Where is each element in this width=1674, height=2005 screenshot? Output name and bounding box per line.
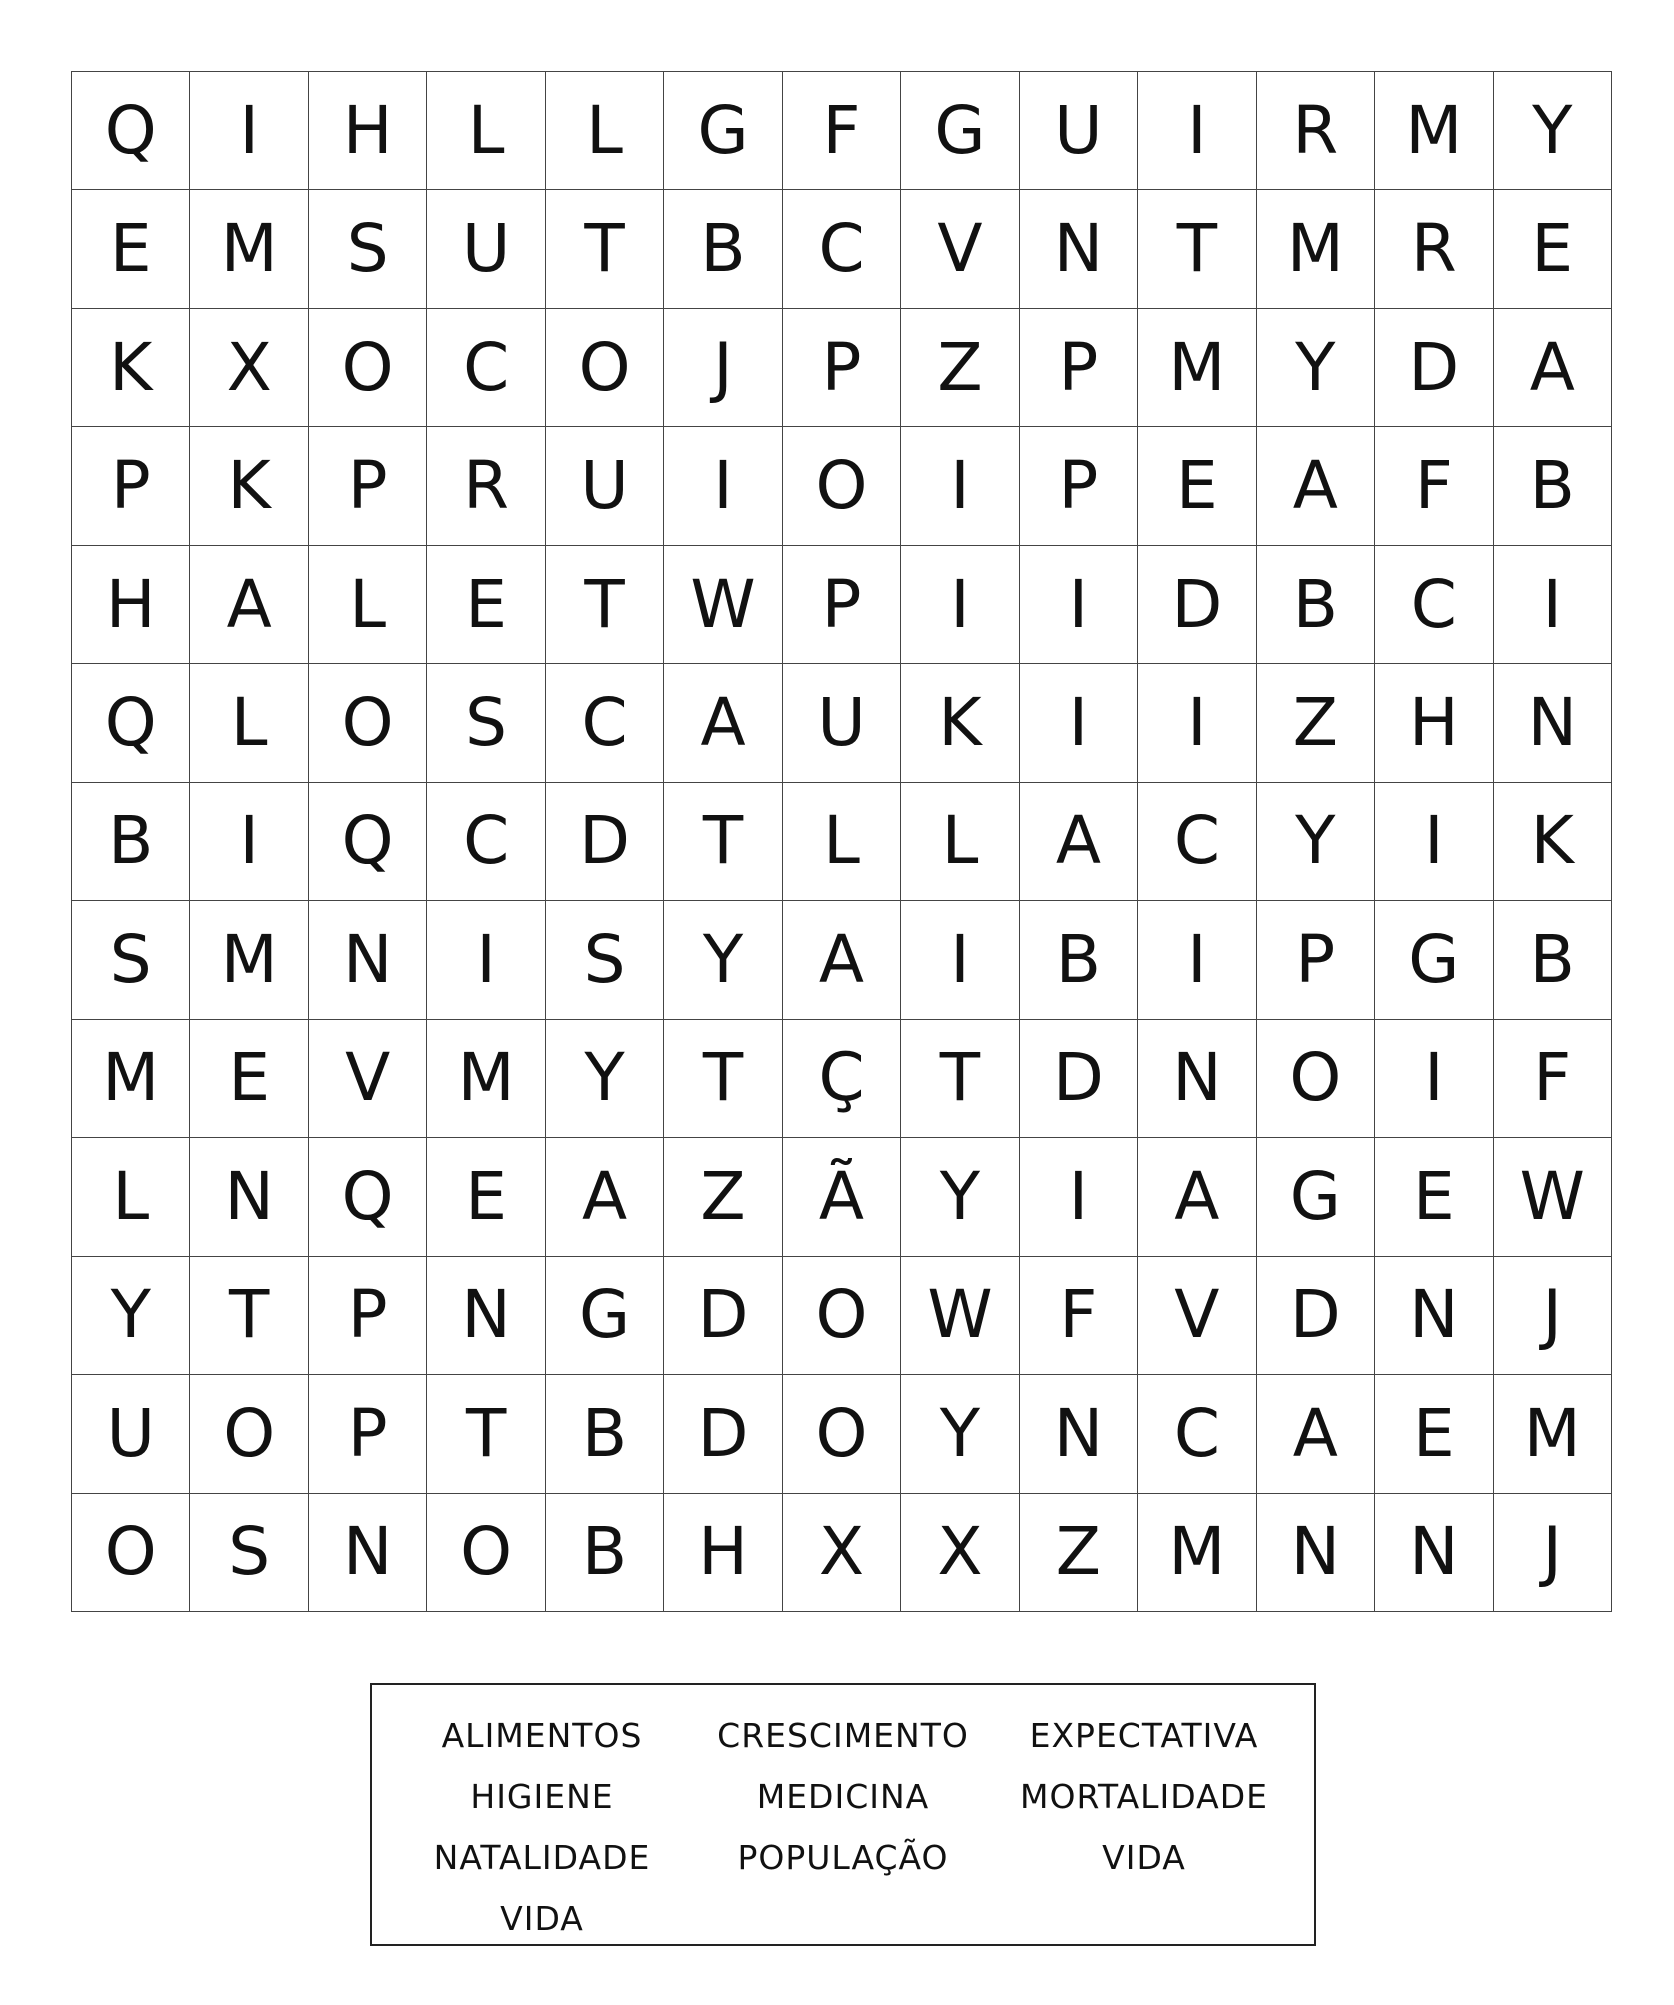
grid-cell[interactable]: Y (546, 1020, 664, 1138)
grid-cell[interactable]: D (1020, 1020, 1138, 1138)
grid-cell[interactable]: P (309, 1257, 427, 1375)
grid-cell[interactable]: I (901, 546, 1019, 664)
grid-cell[interactable]: I (901, 427, 1019, 545)
grid-cell[interactable]: I (1375, 1020, 1493, 1138)
grid-cell[interactable]: M (190, 901, 308, 1019)
grid-cell[interactable]: F (1375, 427, 1493, 545)
grid-cell[interactable]: G (901, 72, 1019, 190)
grid-cell[interactable]: Q (72, 664, 190, 782)
grid-cell[interactable]: B (546, 1375, 664, 1493)
grid-cell[interactable]: C (783, 190, 901, 308)
grid-cell[interactable]: S (72, 901, 190, 1019)
grid-cell[interactable]: G (664, 72, 782, 190)
grid-cell[interactable]: X (783, 1494, 901, 1612)
grid-cell[interactable]: P (1020, 309, 1138, 427)
grid-cell[interactable]: W (664, 546, 782, 664)
grid-cell[interactable]: T (1138, 190, 1256, 308)
grid-cell[interactable]: N (1020, 1375, 1138, 1493)
grid-cell[interactable]: C (427, 783, 545, 901)
grid-cell[interactable]: P (309, 427, 427, 545)
word-list-box (370, 1683, 1316, 1946)
grid-cell[interactable]: W (901, 1257, 1019, 1375)
grid-cell[interactable]: C (1375, 546, 1493, 664)
grid-cell[interactable]: B (546, 1494, 664, 1612)
grid-cell[interactable]: A (1020, 783, 1138, 901)
grid-cell[interactable]: A (546, 1138, 664, 1256)
grid-cell[interactable]: D (1375, 309, 1493, 427)
grid-cell[interactable]: P (783, 309, 901, 427)
grid-cell[interactable]: J (664, 309, 782, 427)
grid-cell[interactable]: S (427, 664, 545, 782)
grid-cell[interactable]: A (783, 901, 901, 1019)
grid-cell[interactable]: K (901, 664, 1019, 782)
grid-cell[interactable]: I (427, 901, 545, 1019)
grid-cell[interactable]: M (1257, 190, 1375, 308)
grid-cell[interactable]: T (664, 783, 782, 901)
grid-cell[interactable]: P (1257, 901, 1375, 1019)
grid-cell[interactable]: K (72, 309, 190, 427)
grid-cell[interactable]: I (1138, 664, 1256, 782)
grid-cell[interactable]: G (546, 1257, 664, 1375)
grid-cell[interactable]: H (1375, 664, 1493, 782)
grid-cell[interactable]: N (1494, 664, 1612, 782)
grid-cell[interactable]: M (1494, 1375, 1612, 1493)
word-list-item: MORTALIDADE (1020, 1777, 1268, 1816)
grid-cell[interactable]: N (1138, 1020, 1256, 1138)
grid-cell[interactable]: S (309, 190, 427, 308)
grid-cell[interactable]: E (427, 546, 545, 664)
grid-cell[interactable]: T (427, 1375, 545, 1493)
grid-cell[interactable]: A (664, 664, 782, 782)
grid-cell[interactable]: A (1494, 309, 1612, 427)
grid-cell[interactable]: U (427, 190, 545, 308)
grid-cell[interactable]: V (309, 1020, 427, 1138)
grid-cell[interactable]: Z (664, 1138, 782, 1256)
grid-cell[interactable]: M (1138, 1494, 1256, 1612)
grid-cell[interactable]: N (309, 1494, 427, 1612)
grid-cell[interactable]: I (1138, 901, 1256, 1019)
grid-cell[interactable]: P (783, 546, 901, 664)
grid-cell[interactable]: Y (664, 901, 782, 1019)
grid-cell[interactable]: L (309, 546, 427, 664)
word-list-item: VIDA (500, 1899, 584, 1938)
grid-cell[interactable]: L (190, 664, 308, 782)
grid-cell[interactable]: I (664, 427, 782, 545)
grid-cell[interactable]: L (546, 72, 664, 190)
grid-cell[interactable]: A (190, 546, 308, 664)
grid-cell[interactable]: B (72, 783, 190, 901)
grid-cell[interactable]: U (546, 427, 664, 545)
grid-cell[interactable]: R (427, 427, 545, 545)
grid-cell[interactable]: A (1257, 1375, 1375, 1493)
grid-cell[interactable]: K (190, 427, 308, 545)
grid-cell[interactable]: O (783, 1375, 901, 1493)
word-list-column (402, 1705, 682, 1944)
grid-cell[interactable]: V (901, 190, 1019, 308)
grid-cell[interactable]: O (1257, 1020, 1375, 1138)
grid-cell[interactable]: B (664, 190, 782, 308)
grid-cell[interactable]: M (427, 1020, 545, 1138)
grid-cell[interactable]: V (1138, 1257, 1256, 1375)
grid-cell[interactable]: Y (1494, 72, 1612, 190)
grid-cell[interactable]: D (546, 783, 664, 901)
grid-cell[interactable]: C (546, 664, 664, 782)
grid-cell[interactable]: T (901, 1020, 1019, 1138)
grid-cell[interactable]: Y (1257, 309, 1375, 427)
grid-cell[interactable]: F (1494, 1020, 1612, 1138)
grid-cell[interactable]: N (1375, 1257, 1493, 1375)
grid-cell[interactable]: I (1375, 783, 1493, 901)
word-list-item: ALIMENTOS (441, 1716, 643, 1755)
word-list-item: MEDICINA (756, 1777, 930, 1816)
grid-cell[interactable]: E (1375, 1138, 1493, 1256)
grid-cell[interactable]: K (1494, 783, 1612, 901)
grid-cell[interactable]: N (1375, 1494, 1493, 1612)
grid-cell[interactable]: N (190, 1138, 308, 1256)
grid-cell[interactable]: O (546, 309, 664, 427)
grid-cell[interactable]: C (427, 309, 545, 427)
grid-cell[interactable]: L (783, 783, 901, 901)
grid-cell[interactable]: S (546, 901, 664, 1019)
grid-cell[interactable]: X (190, 309, 308, 427)
grid-cell[interactable]: I (190, 783, 308, 901)
grid-cell[interactable]: Z (1020, 1494, 1138, 1612)
grid-cell[interactable]: A (1138, 1138, 1256, 1256)
grid-cell[interactable]: Y (72, 1257, 190, 1375)
grid-cell[interactable]: I (1020, 546, 1138, 664)
grid-cell[interactable]: T (190, 1257, 308, 1375)
word-search-grid (71, 71, 1612, 1612)
word-list-item: HIGIENE (470, 1777, 614, 1816)
grid-cell[interactable]: J (1494, 1494, 1612, 1612)
grid-cell[interactable]: F (783, 72, 901, 190)
grid-cell[interactable]: Ç (783, 1020, 901, 1138)
grid-cell[interactable]: C (1138, 1375, 1256, 1493)
grid-cell[interactable]: R (1375, 190, 1493, 308)
grid-cell[interactable]: I (901, 901, 1019, 1019)
grid-cell[interactable]: P (1020, 427, 1138, 545)
grid-cell[interactable]: O (190, 1375, 308, 1493)
grid-cell[interactable]: B (1494, 427, 1612, 545)
grid-cell[interactable]: O (427, 1494, 545, 1612)
grid-cell[interactable]: I (1020, 664, 1138, 782)
grid-cell[interactable]: T (664, 1020, 782, 1138)
grid-cell[interactable]: M (72, 1020, 190, 1138)
grid-cell[interactable]: R (1257, 72, 1375, 190)
grid-cell[interactable]: O (783, 427, 901, 545)
grid-cell[interactable]: E (1138, 427, 1256, 545)
grid-cell[interactable]: M (190, 190, 308, 308)
grid-cell[interactable]: N (1020, 190, 1138, 308)
grid-cell[interactable]: L (901, 783, 1019, 901)
grid-cell[interactable]: C (1138, 783, 1256, 901)
word-list-item: POPULAÇÃO (737, 1838, 949, 1877)
grid-cell[interactable]: U (783, 664, 901, 782)
word-list-item: EXPECTATIVA (1029, 1716, 1259, 1755)
grid-cell[interactable]: O (309, 309, 427, 427)
grid-cell[interactable]: T (546, 190, 664, 308)
grid-cell[interactable]: E (1494, 190, 1612, 308)
grid-cell[interactable]: G (1375, 901, 1493, 1019)
grid-cell[interactable]: Q (72, 72, 190, 190)
grid-cell[interactable]: A (1257, 427, 1375, 545)
grid-cell[interactable]: I (190, 72, 308, 190)
word-list-item: CRESCIMENTO (717, 1716, 969, 1755)
grid-cell[interactable]: N (1257, 1494, 1375, 1612)
grid-cell[interactable]: Y (901, 1138, 1019, 1256)
grid-cell[interactable]: H (72, 546, 190, 664)
grid-cell[interactable]: B (1494, 901, 1612, 1019)
grid-cell[interactable]: D (664, 1257, 782, 1375)
grid-cell[interactable]: U (72, 1375, 190, 1493)
grid-cell[interactable]: I (1020, 1138, 1138, 1256)
word-list-item: VIDA (1102, 1838, 1186, 1877)
grid-cell[interactable]: E (1375, 1375, 1493, 1493)
grid-cell[interactable]: E (72, 190, 190, 308)
grid-cell[interactable]: J (1494, 1257, 1612, 1375)
grid-cell[interactable]: Z (1257, 664, 1375, 782)
grid-cell[interactable]: Ã (783, 1138, 901, 1256)
grid-cell[interactable]: D (1138, 546, 1256, 664)
grid-cell[interactable]: Y (901, 1375, 1019, 1493)
grid-cell[interactable]: D (1257, 1257, 1375, 1375)
grid-cell[interactable]: P (72, 427, 190, 545)
grid-cell[interactable]: L (72, 1138, 190, 1256)
grid-cell[interactable]: D (664, 1375, 782, 1493)
grid-cell[interactable]: O (72, 1494, 190, 1612)
grid-cell[interactable]: G (1257, 1138, 1375, 1256)
grid-cell[interactable]: I (1494, 546, 1612, 664)
grid-cell[interactable]: L (427, 72, 545, 190)
grid-cell[interactable]: B (1257, 546, 1375, 664)
grid-cell[interactable]: H (664, 1494, 782, 1612)
grid-cell[interactable]: S (190, 1494, 308, 1612)
grid-cell[interactable]: Z (901, 309, 1019, 427)
grid-cell[interactable]: O (309, 664, 427, 782)
grid-cell[interactable]: X (901, 1494, 1019, 1612)
word-list-column (703, 1705, 983, 1944)
grid-cell[interactable]: B (1020, 901, 1138, 1019)
grid-cell[interactable]: Y (1257, 783, 1375, 901)
grid-cell[interactable]: U (1020, 72, 1138, 190)
grid-cell[interactable]: E (427, 1138, 545, 1256)
grid-cell[interactable]: N (427, 1257, 545, 1375)
grid-cell[interactable]: F (1020, 1257, 1138, 1375)
grid-cell[interactable]: I (1138, 72, 1256, 190)
grid-cell[interactable]: M (1375, 72, 1493, 190)
grid-cell[interactable]: P (309, 1375, 427, 1493)
grid-cell[interactable]: M (1138, 309, 1256, 427)
grid-cell[interactable]: O (783, 1257, 901, 1375)
grid-cell[interactable]: Q (309, 783, 427, 901)
word-list-item: NATALIDADE (433, 1838, 651, 1877)
grid-cell[interactable]: E (190, 1020, 308, 1138)
grid-cell[interactable]: Q (309, 1138, 427, 1256)
grid-cell[interactable]: T (546, 546, 664, 664)
word-list-column (1004, 1705, 1284, 1944)
grid-cell[interactable]: N (309, 901, 427, 1019)
grid-cell[interactable]: H (309, 72, 427, 190)
grid-cell[interactable]: W (1494, 1138, 1612, 1256)
